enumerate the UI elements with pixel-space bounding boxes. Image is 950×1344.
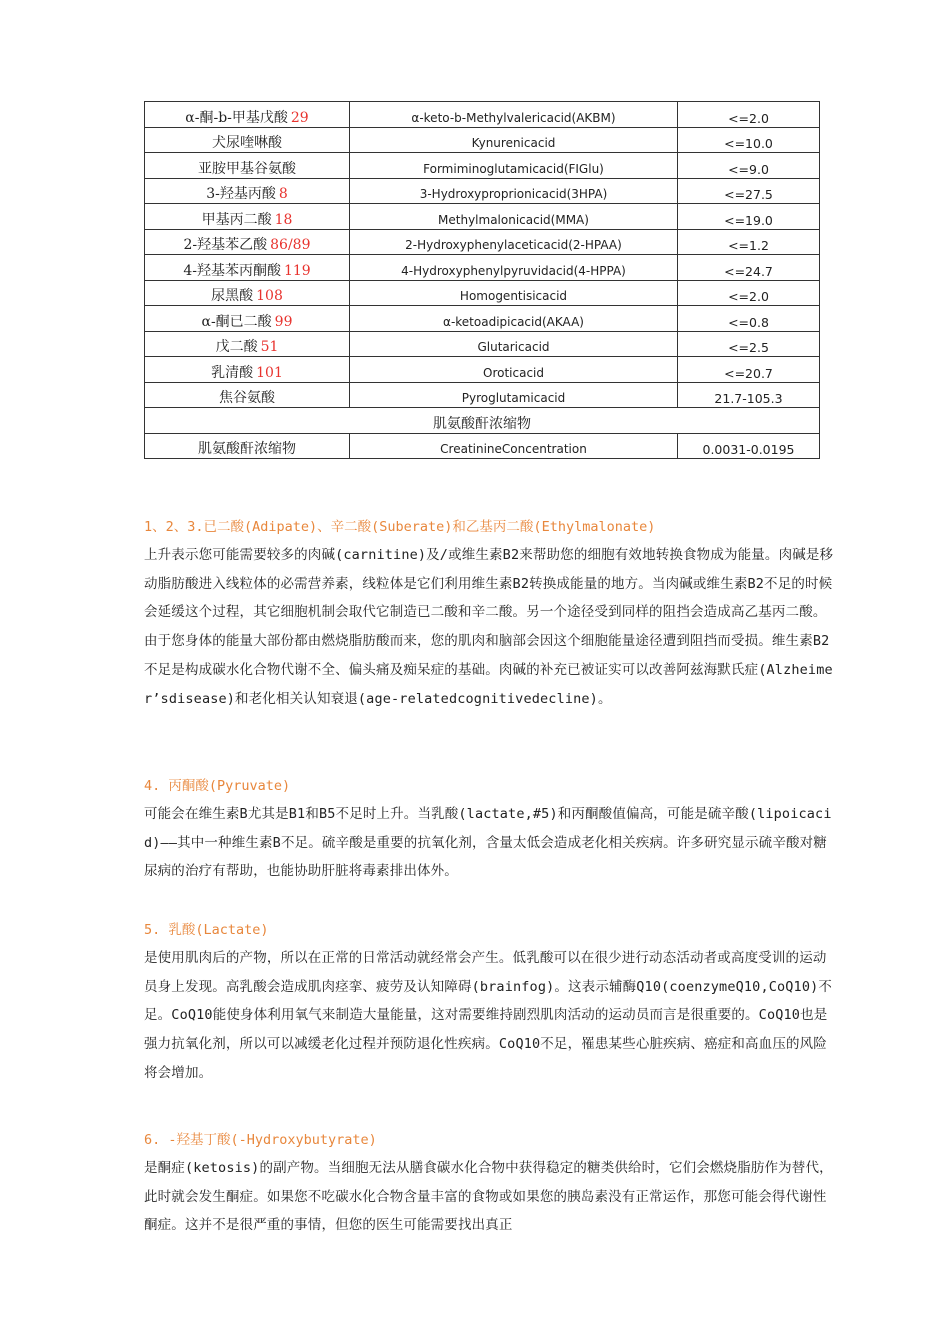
reference-range: <=19.0 [678, 204, 820, 230]
section-lactate [144, 920, 834, 1088]
marker-number: 51 [260, 339, 279, 355]
analyte-english-name: Homogentisicacid [350, 280, 678, 306]
analyte-chinese-name: 2-羟基苯乙酸 [183, 237, 268, 253]
analyte-chinese-name-cell [145, 331, 350, 357]
reference-range: <=2.0 [678, 102, 820, 128]
section-heading: 5. 乳酸(Lactate) [144, 922, 269, 938]
analyte-chinese-name-cell [145, 102, 350, 128]
analyte-chinese-name: 乳清酸 [211, 364, 254, 381]
table-row [145, 127, 820, 153]
table-row [145, 178, 820, 204]
organic-acids-table [144, 101, 820, 459]
section-heading: 6. -羟基丁酸(-Hydroxybutyrate) [144, 1132, 377, 1148]
section-heading: 4. 丙酮酸(Pyruvate) [144, 778, 291, 794]
reference-range: <=1.2 [678, 229, 820, 255]
table-row [145, 102, 820, 128]
section-paragraph: 是酮症(ketosis)的副产物。当细胞无法从膳食碳水化合物中获得稳定的糖类供给时，它们会燃烧脂肪作为替代，此时就会发生酮症。如果您不吃碳水化合物含量丰富的食物或如果您的胰岛素没有正常运作，那您可能会得代谢性酮症。这并不是很严重的事情，但您的医生可能需要找出真正 [144, 1160, 833, 1234]
section-pyruvate [144, 776, 834, 886]
marker-number: 29 [290, 109, 309, 126]
analyte-chinese-name: 戊二酸 [215, 339, 258, 355]
marker-number: 8 [278, 186, 288, 202]
analyte-chinese-name: 亚胺甲基谷氨酸 [198, 160, 296, 177]
table-body [145, 102, 820, 459]
analyte-english-name: CreatinineConcentration [350, 433, 678, 459]
table-row [145, 229, 820, 255]
analyte-english-name: Glutaricacid [350, 331, 678, 357]
analyte-chinese-name-cell [145, 255, 350, 281]
table-row [145, 382, 820, 408]
table-row [145, 255, 820, 281]
table-section-row [145, 408, 820, 434]
table-row [145, 433, 820, 459]
analyte-chinese-name: α-酮已二酸 [201, 313, 272, 330]
analyte-english-name: Formiminoglutamicacid(FIGlu) [350, 153, 678, 179]
reference-range: <=24.7 [678, 255, 820, 281]
analyte-chinese-name: 肌氨酸酐浓缩物 [145, 433, 350, 459]
reference-range: <=27.5 [678, 178, 820, 204]
table-row [145, 204, 820, 230]
reference-range: 0.0031-0.0195 [678, 433, 820, 459]
marker-number: 18 [274, 211, 293, 228]
analyte-english-name: α-keto-b-Methylvalericacid(AKBM) [350, 102, 678, 128]
analyte-chinese-name-cell [145, 382, 350, 408]
marker-number: 99 [274, 313, 293, 330]
section-heading: 1、2、3.已二酸(Adipate)、辛二酸(Suberate)和乙基丙二酸(Ethylmalonate) [144, 519, 656, 535]
reference-range: <=20.7 [678, 357, 820, 383]
analyte-chinese-name-cell [145, 153, 350, 179]
reference-range: <=9.0 [678, 153, 820, 179]
analyte-chinese-name: 甲基丙二酸 [201, 211, 272, 228]
analyte-chinese-name: 4-羟基苯丙酮酸 [183, 262, 281, 279]
section-paragraph: 是使用肌肉后的产物，所以在正常的日常活动就经常会产生。低乳酸可以在很少进行动态活动者或高度受训的运动员身上发现。高乳酸会造成肌肉痉挛、疲劳及认知障碍(brainfog)。这表示辅酶Q10(coenzymeQ10,CoQ10)不足。CoQ10能使身体利用氧气来制造大量能量，这对需要维持剧烈肌肉活动的运动员而言是很重要的。CoQ10也是强力抗氧化剂，所以可以减缓老化过程并预防退化性疾病。CoQ10不足，罹患某些心脏疾病、癌症和高血压的风险将会增加。 [144, 950, 833, 1081]
reference-range: <=2.0 [678, 280, 820, 306]
table-section-title: 肌氨酸酐浓缩物 [145, 408, 820, 434]
analyte-chinese-name: 3-羟基丙酸 [206, 186, 276, 202]
analyte-chinese-name-cell [145, 178, 350, 204]
table-row [145, 153, 820, 179]
analyte-english-name: Oroticacid [350, 357, 678, 383]
reference-range: 21.7-105.3 [678, 382, 820, 408]
analyte-chinese-name: 犬尿喹啉酸 [212, 135, 282, 151]
reference-range: <=0.8 [678, 306, 820, 332]
section-adipate-suberate [144, 517, 834, 713]
section-paragraph: 可能会在维生素B尤其是B1和B5不足时上升。当乳酸(lactate,#5)和丙酮酸值偏高，可能是硫辛酸(lipoicacid)——其中一种维生素B不足。硫辛酸是重要的抗氧化剂，含量太低会造成老化相关疾病。许多研究显示硫辛酸对糖尿病的治疗有帮助，也能协助肝脏将毒素排出体外。 [144, 806, 832, 880]
analyte-chinese-name: α-酮-b-甲基戊酸 [185, 109, 288, 126]
table-row [145, 306, 820, 332]
analyte-chinese-name-cell [145, 204, 350, 230]
marker-number: 119 [283, 262, 311, 279]
marker-number: 101 [256, 364, 283, 381]
table-row [145, 280, 820, 306]
analyte-english-name: α-ketoadipicacid(AKAA) [350, 306, 678, 332]
analyte-english-name: 2-Hydroxyphenylaceticacid(2-HPAA) [350, 229, 678, 255]
section-hydroxybutyrate [144, 1130, 834, 1240]
analyte-chinese-name-cell [145, 127, 350, 153]
analyte-chinese-name-cell [145, 306, 350, 332]
analyte-english-name: Methylmalonicacid(MMA) [350, 204, 678, 230]
marker-number: 108 [256, 288, 283, 304]
table-row [145, 357, 820, 383]
analyte-chinese-name-cell [145, 229, 350, 255]
reference-range: <=10.0 [678, 127, 820, 153]
analyte-chinese-name-cell [145, 357, 350, 383]
section-paragraph: 上升表示您可能需要较多的肉碱(carnitine)及/或维生素B2来帮助您的细胞有效地转换食物成为能量。肉碱是移动脂肪酸进入线粒体的必需营养素，线粒体是它们利用维生素B2转换成能量的地方。当肉碱或维生素B2不足的时候会延缓这个过程，其它细胞机制会取代它制造已二酸和辛二酸。另一个途径受到同样的阻挡会造成高乙基丙二酸。由于您身体的能量大部份都由燃烧脂肪酸而来，您的肌肉和脑部会因这个细胞能量途径遭到阻挡而受损。维生素B2不足是构成碳水化合物代谢不全、偏头痛及痴呆症的基础。肉碱的补充已被证实可以改善阿兹海默氏症(Alzheimer’sdisease)和老化相关认知衰退(age-relatedcognitivedecline)。 [144, 547, 834, 707]
analyte-chinese-name-cell [145, 280, 350, 306]
reference-range: <=2.5 [678, 331, 820, 357]
table-row [145, 331, 820, 357]
analyte-english-name: 4-Hydroxyphenylpyruvidacid(4-HPPA) [350, 255, 678, 281]
analyte-chinese-name: 焦谷氨酸 [219, 390, 275, 406]
analyte-english-name: 3-Hydroxyproprionicacid(3HPA) [350, 178, 678, 204]
analyte-english-name: Pyroglutamicacid [350, 382, 678, 408]
marker-number: 86/89 [270, 237, 311, 253]
analyte-english-name: Kynurenicacid [350, 127, 678, 153]
analyte-chinese-name: 尿黑酸 [211, 288, 254, 304]
